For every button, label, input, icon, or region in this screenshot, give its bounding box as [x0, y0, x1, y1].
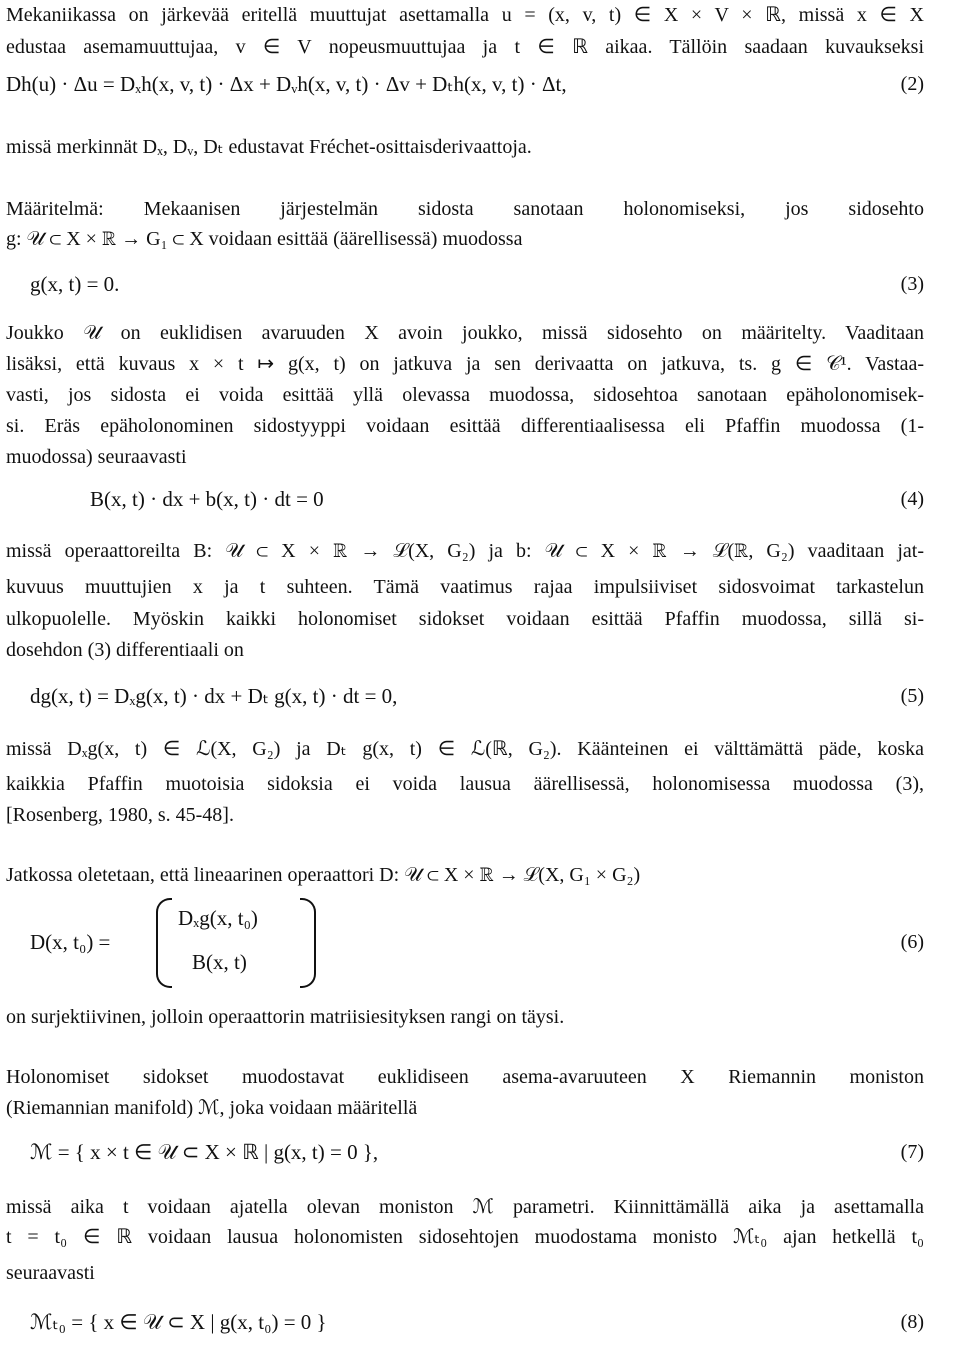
equation-6 — [30, 898, 430, 988]
text-line: Jatkossa oletetaan, että lineaarinen operaattori D: 𝒰 ⊂ X × ℝ → ℒ(X, G₁ × G₂) — [6, 864, 641, 886]
text-line: ulkopuolelle. Myöskin kaikki holonomiset sidokset voidaan esittää Pfaffin muodossa, sillä si- — [6, 608, 924, 630]
equation-6-lhs: D(x, t₀) = — [30, 930, 111, 954]
text-line: vasti, jos sidosta ei voida esittää yllä olevassa muodossa, sidosehtoa sanotaan epäholonomisek- — [6, 384, 924, 406]
text-line: Holonomiset sidokset muodostavat euklidiseen asema-avaruuteen X Riemannin moniston — [6, 1066, 924, 1088]
text-line: missä merkinnät Dₓ, Dᵥ, Dₜ edustavat Fréchet-osittaisderivaattoja. — [6, 136, 532, 158]
equation-number: (7) — [900, 1141, 924, 1163]
equation-number: (3) — [900, 273, 924, 295]
equation-4: B(x, t) · dx + b(x, t) · dt = 0 — [90, 487, 324, 511]
equation-3: g(x, t) = 0. — [30, 272, 120, 296]
text-line: edustaa asemamuuttujaa, v ∈ V nopeusmuuttujaa ja t ∈ ℝ aikaa. Tällöin saadaan kuvaukseksi — [6, 36, 924, 58]
text-line: missä aika t voidaan ajatella olevan moniston ℳ parametri. Kiinnittämällä aika ja asettamalla — [6, 1196, 924, 1218]
equation-7: ℳ = { x × t ∈ 𝒰 ⊂ X × ℝ | g(x, t) = 0 }, — [30, 1140, 379, 1164]
text-line: [Rosenberg, 1980, s. 45-48]. — [6, 804, 234, 826]
text-line: t = t₀ ∈ ℝ voidaan lausua holonomisten sidosehtojen muodostama monisto ℳₜ₀ ajan hetkellä t₀ — [6, 1226, 924, 1248]
text-line: lisäksi, että kuvaus x × t ↦ g(x, t) on jatkuva ja sen derivaatta on jatkuva, ts. g ∈ 𝒞¹. Vastaa- — [6, 353, 924, 375]
equation-2: Dh(u) · Δu = Dₓh(x, v, t) · Δx + Dᵥh(x, v, t) · Δv + Dₜh(x, v, t) · Δt, — [6, 72, 567, 96]
equation-number: (6) — [900, 931, 924, 953]
equation-number: (4) — [900, 488, 924, 510]
text-line: missä operaattoreilta B: 𝒰 ⊂ X × ℝ → ℒ(X, G₂) ja b: 𝒰 ⊂ X × ℝ → ℒ(ℝ, G₂) vaaditaan jat- — [6, 540, 924, 562]
text-line: dosehdon (3) differentiaali on — [6, 639, 244, 661]
text-line: seuraavasti — [6, 1262, 95, 1284]
text-line: kuvuus muuttujien x ja t suhteen. Tämä vaatimus rajaa impulsiiviset sidosvoimat tarkastelun — [6, 576, 924, 598]
definition-line: g: 𝒰 ⊂ X × ℝ → G₁ ⊂ X voidaan esittää (äärellisessä) muodossa — [6, 228, 523, 250]
text-line: Joukko 𝒰 on euklidisen avaruuden X avoin joukko, missä sidosehto on määritelty. Vaaditaan — [6, 322, 924, 344]
equation-number: (2) — [900, 73, 924, 95]
equation-number: (5) — [900, 685, 924, 707]
definition-line: Määritelmä: Mekaanisen järjestelmän sidosta sanotaan holonomiseksi, jos sidosehto — [6, 198, 924, 220]
matrix-bracket-right — [300, 898, 316, 988]
text-line: Mekaniikassa on järkevää eritellä muuttujat asettamalla u = (x, v, t) ∈ X × V × ℝ, missä x ∈ X — [6, 4, 924, 26]
text-line: on surjektiivinen, jolloin operaattorin matriisiesityksen rangi on täysi. — [6, 1006, 565, 1028]
equation-5: dg(x, t) = Dₓg(x, t) · dx + Dₜ g(x, t) · dt = 0, — [30, 684, 398, 708]
matrix-row-top: Dₓg(x, t₀) — [178, 906, 258, 930]
text-line: (Riemannian manifold) ℳ, joka voidaan määritellä — [6, 1097, 418, 1119]
matrix-bracket-left — [156, 898, 172, 988]
text-line: si. Eräs epäholonominen sidostyyppi voidaan esittää differentiaalisessa eli Pfaffin muodossa (1- — [6, 415, 924, 437]
matrix-row-bottom: B(x, t) — [192, 950, 247, 974]
text-line: missä Dₓg(x, t) ∈ ℒ(X, G₂) ja Dₜ g(x, t) ∈ ℒ(ℝ, G₂). Käänteinen ei välttämättä päde, koska — [6, 738, 924, 760]
equation-number: (8) — [900, 1311, 924, 1333]
text-line: kaikkia Pfaffin muotoisia sidoksia ei voida lausua äärellisessä, holonomisessa muodossa (3), — [6, 773, 924, 795]
equation-8: ℳₜ₀ = { x ∈ 𝒰 ⊂ X | g(x, t₀) = 0 } — [30, 1310, 327, 1334]
text-line: muodossa) seuraavasti — [6, 446, 187, 468]
